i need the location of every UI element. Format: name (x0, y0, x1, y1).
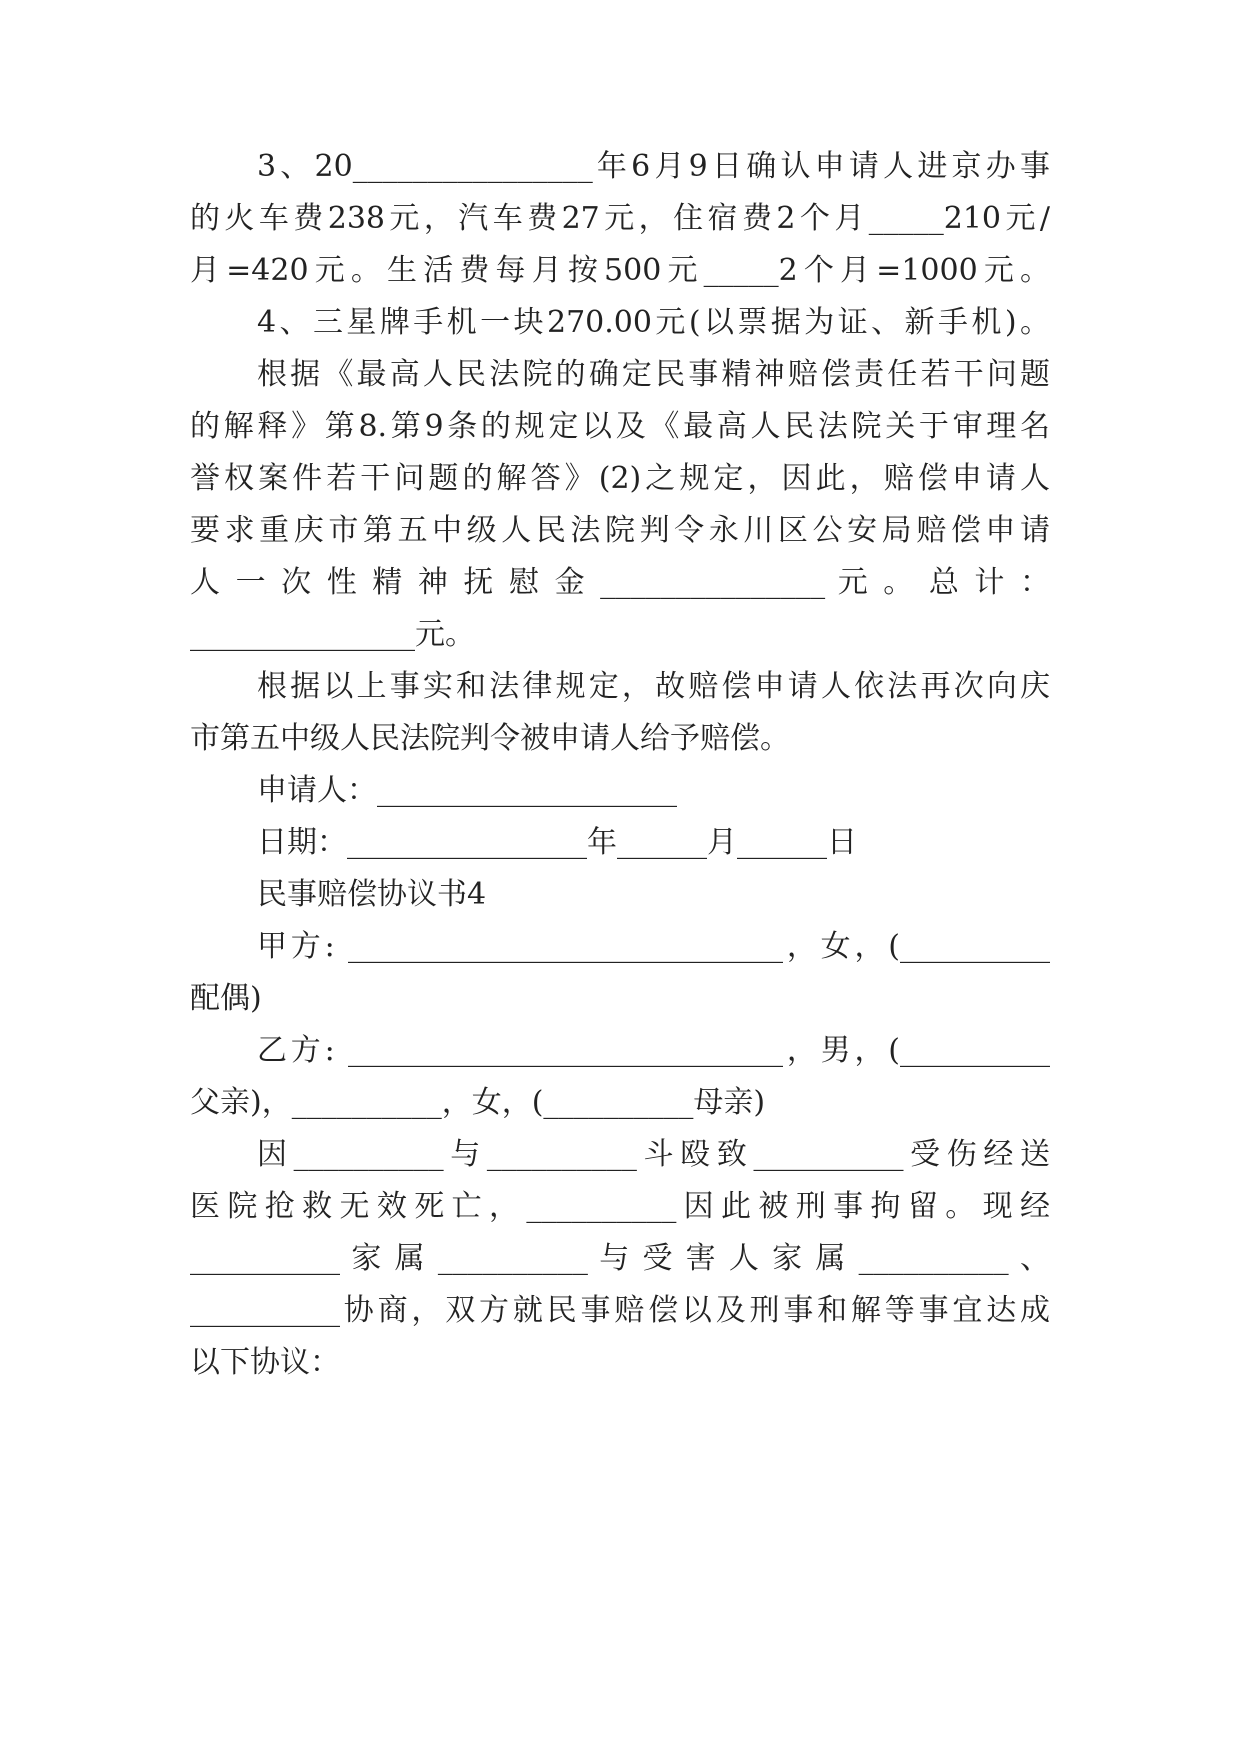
party-b-line: 乙方: _____________________________，男，(__________ (257, 1033, 1050, 1068)
paragraph-line: 根据以上事实和法律规定，故赔偿申请人依法再次向庆 (257, 669, 1050, 704)
paragraph-line: 市第五中级人民法院判令被申请人给予赔偿。 (190, 721, 790, 756)
paragraph-line: 以下协议： (190, 1345, 340, 1380)
paragraph-line: 3、20________________年6月9日确认申请人进京办事 (257, 149, 1050, 184)
paragraph-line: 的火车费238元，汽车费27元，住宿费2个月_____210元/ (190, 201, 1050, 236)
paragraph-line: 人 一 次 性 精 神 抚 慰 金 _______________ 元 。 总 计 ： (190, 565, 1050, 600)
paragraph-line: 因__________与__________斗殴致__________受伤经送 (257, 1137, 1050, 1172)
paragraph-line: 医院抢救无效死亡，__________因此被刑事拘留。现经 (190, 1189, 1050, 1224)
section-title: 民事赔偿协议书4 (257, 877, 487, 912)
paragraph-line: _______________元。 (190, 617, 475, 652)
paragraph-line: 要求重庆市第五中级人民法院判令永川区公安局赔偿申请 (190, 513, 1050, 548)
paragraph-line: __________协商，双方就民事赔偿以及刑事和解等事宜达成 (190, 1293, 1050, 1328)
paragraph-line: 月=420元。生活费每月按500元_____2个月=1000元。 (190, 253, 1050, 288)
paragraph-line: 誉权案件若干问题的解答》(2)之规定，因此，赔偿申请人 (190, 461, 1050, 496)
paragraph-line: 4、三星牌手机一块270.00元(以票据为证、新手机)。 (257, 305, 1050, 340)
paragraph-line: 根据《最高人民法院的确定民事精神赔偿责任若干问题 (257, 357, 1050, 392)
paragraph-line: 父亲)，__________，女，(__________母亲) (190, 1085, 766, 1120)
party-a-line: 甲方: _____________________________，女，(__________ (257, 929, 1050, 964)
paragraph-line: 配偶) (190, 981, 262, 1016)
paragraph-line: __________ 家 属 __________ 与 受 害 人 家 属 __________ 、 (190, 1241, 1050, 1276)
applicant-signature-line: 申请人：____________________ (257, 773, 677, 808)
date-line: 日期：________________年______月______日 (257, 825, 857, 860)
paragraph-line: 的解释》第8.第9条的规定以及《最高人民法院关于审理名 (190, 409, 1050, 444)
